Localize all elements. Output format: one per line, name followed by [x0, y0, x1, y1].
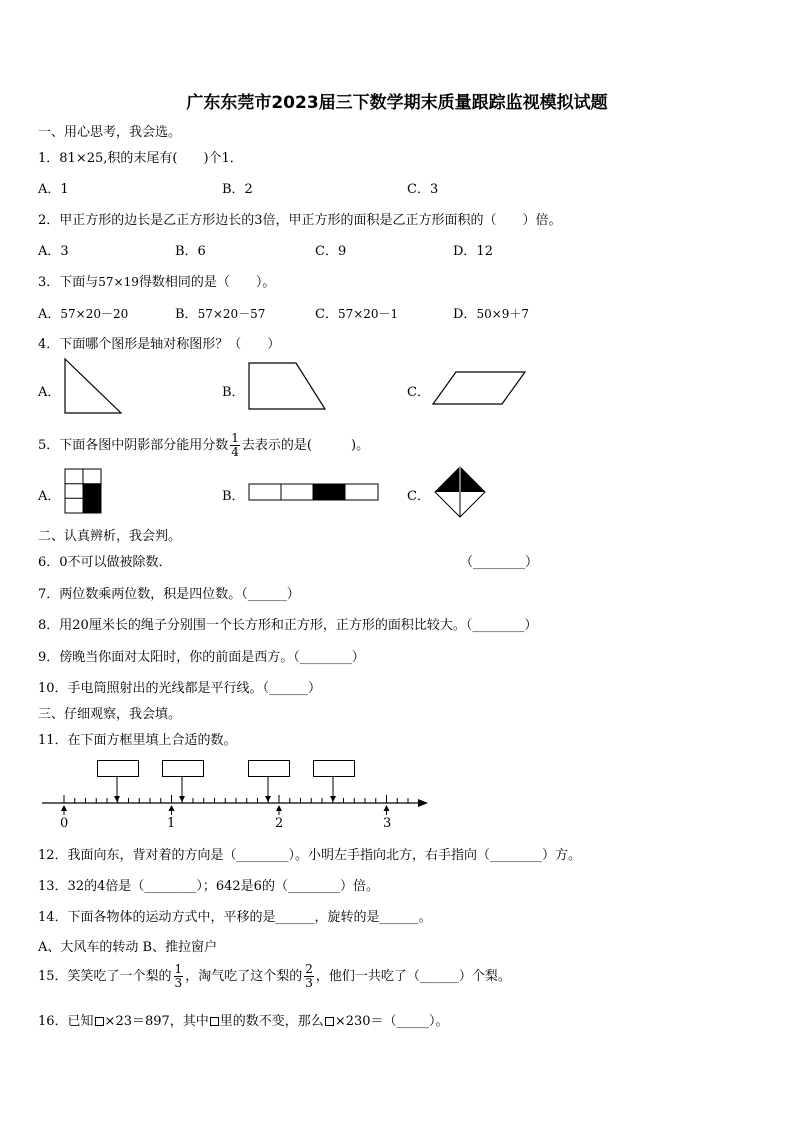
q5-option-c: C． — [407, 489, 430, 504]
q1-option-b: B．2 — [222, 182, 253, 197]
question-10: 10．手电筒照射出的光线都是平行线。（______） — [38, 681, 322, 696]
question-14: 14．下面各物体的运动方式中，平移的是______，旋转的是______。 — [38, 910, 432, 925]
square-placeholder — [325, 1017, 334, 1026]
q3-option-a: A．57×20－20 — [38, 307, 129, 322]
square-placeholder — [95, 1017, 104, 1026]
q14-options: A、大风车的转动 B、推拉窗户 — [38, 940, 218, 955]
integer-pointer-arrowhead — [276, 805, 282, 811]
fraction-one-quarter: $\frac{1}{4}$ — [231, 431, 239, 459]
question-2: 2．甲正方形的边长是乙正方形边长的3倍，甲正方形的面积是乙正方形面积的（ ）倍。 — [38, 213, 562, 228]
q3-stem-expression: 57×19 — [98, 275, 139, 289]
q4-option-b: B． — [222, 385, 245, 400]
q2-option-a: A．3 — [38, 244, 69, 259]
integer-pointer-arrowhead — [384, 805, 390, 811]
question-16: 16．已知 ×23＝897，其中 里的数不变，那么 ×230＝（_____）。 — [38, 1014, 449, 1029]
section-heading-2: 二、认真辨析，我会判。 — [38, 529, 182, 544]
q4-option-a: A． — [38, 385, 61, 400]
q3-stem-pre: 3．下面与 — [38, 275, 99, 290]
question-9: 9．傍晚当你面对太阳时，你的前面是西方。（________） — [38, 650, 365, 665]
box-pointer-arrowhead — [114, 796, 120, 802]
fraction-two-thirds: $\frac{2}{3}$ — [305, 962, 313, 990]
box-pointer-arrowhead — [330, 796, 336, 802]
q1-option-a: A．1 — [38, 182, 69, 197]
page-title: 广东东莞市2023届三下数学期末质量跟踪监视模拟试题 — [186, 93, 608, 113]
box-pointer-arrowhead — [265, 796, 271, 802]
box-pointer-arrowhead — [179, 796, 185, 802]
q2-option-c: C．9 — [315, 244, 347, 259]
tick-label-1: 1 — [167, 816, 176, 831]
question-12: 12．我面向东，背对着的方向是（________）。小明左手指向北方，右手指向（________）方。 — [38, 848, 582, 863]
q3-option-c: C．57×20－1 — [315, 307, 399, 322]
q5-option-b: B． — [222, 489, 245, 504]
section-heading-3: 三、仔细观察，我会填。 — [38, 707, 182, 722]
q4-option-c: C． — [407, 385, 430, 400]
q2-option-d: D．12 — [453, 244, 493, 259]
tick-label-2: 2 — [275, 816, 284, 831]
question-11: 11．在下面方框里填上合适的数。 — [38, 733, 237, 748]
question-8: 8．用20厘米长的绳子分别围一个长方形和正方形，正方形的面积比较大。（________） — [38, 618, 538, 633]
fraction-one-third: $\frac{1}{3}$ — [174, 962, 183, 990]
tick-label-3: 3 — [383, 816, 392, 831]
q3-stem-post: 得数相同的是（ ）。 — [138, 275, 276, 290]
q1-option-c: C．3 — [407, 182, 439, 197]
question-7: 7．两位数乘两位数，积是四位数。（______） — [38, 587, 300, 602]
section-heading-1: 一、用心思考，我会选。 — [38, 125, 182, 140]
square-placeholder — [210, 1017, 219, 1026]
q3-option-d: D．50×9＋7 — [453, 307, 530, 322]
question-1: 1．81×25,积的末尾有( )个1． — [38, 151, 243, 166]
question-15: 15．笑笑吃了一个梨的 $\frac{1}{3}$ ，淘气吃了这个梨的 $\frac{2}{3}$ ，他们一共吃了（______）个梨。 — [38, 962, 511, 990]
question-5: 5．下面各图中阴影部分能用分数 $\frac{1}{4}$ 去表示的是( )。 — [38, 431, 370, 459]
question-6: 6．0不可以做被除数． — [38, 555, 172, 570]
q6-answer-blank: （________） — [460, 555, 539, 570]
number-line-arrowhead — [418, 799, 428, 807]
q5-option-a: A． — [38, 489, 61, 504]
integer-pointer-arrowhead — [61, 805, 67, 811]
q3-option-b: B．57×20－57 — [175, 307, 266, 322]
q2-option-b: B．6 — [175, 244, 206, 259]
tick-label-0: 0 — [60, 816, 69, 831]
integer-pointer-arrowhead — [169, 805, 175, 811]
question-13: 13．32的4倍是（________）；642是6的（________）倍。 — [38, 879, 379, 894]
question-4: 4．下面哪个图形是轴对称图形？（ ） — [38, 337, 281, 352]
